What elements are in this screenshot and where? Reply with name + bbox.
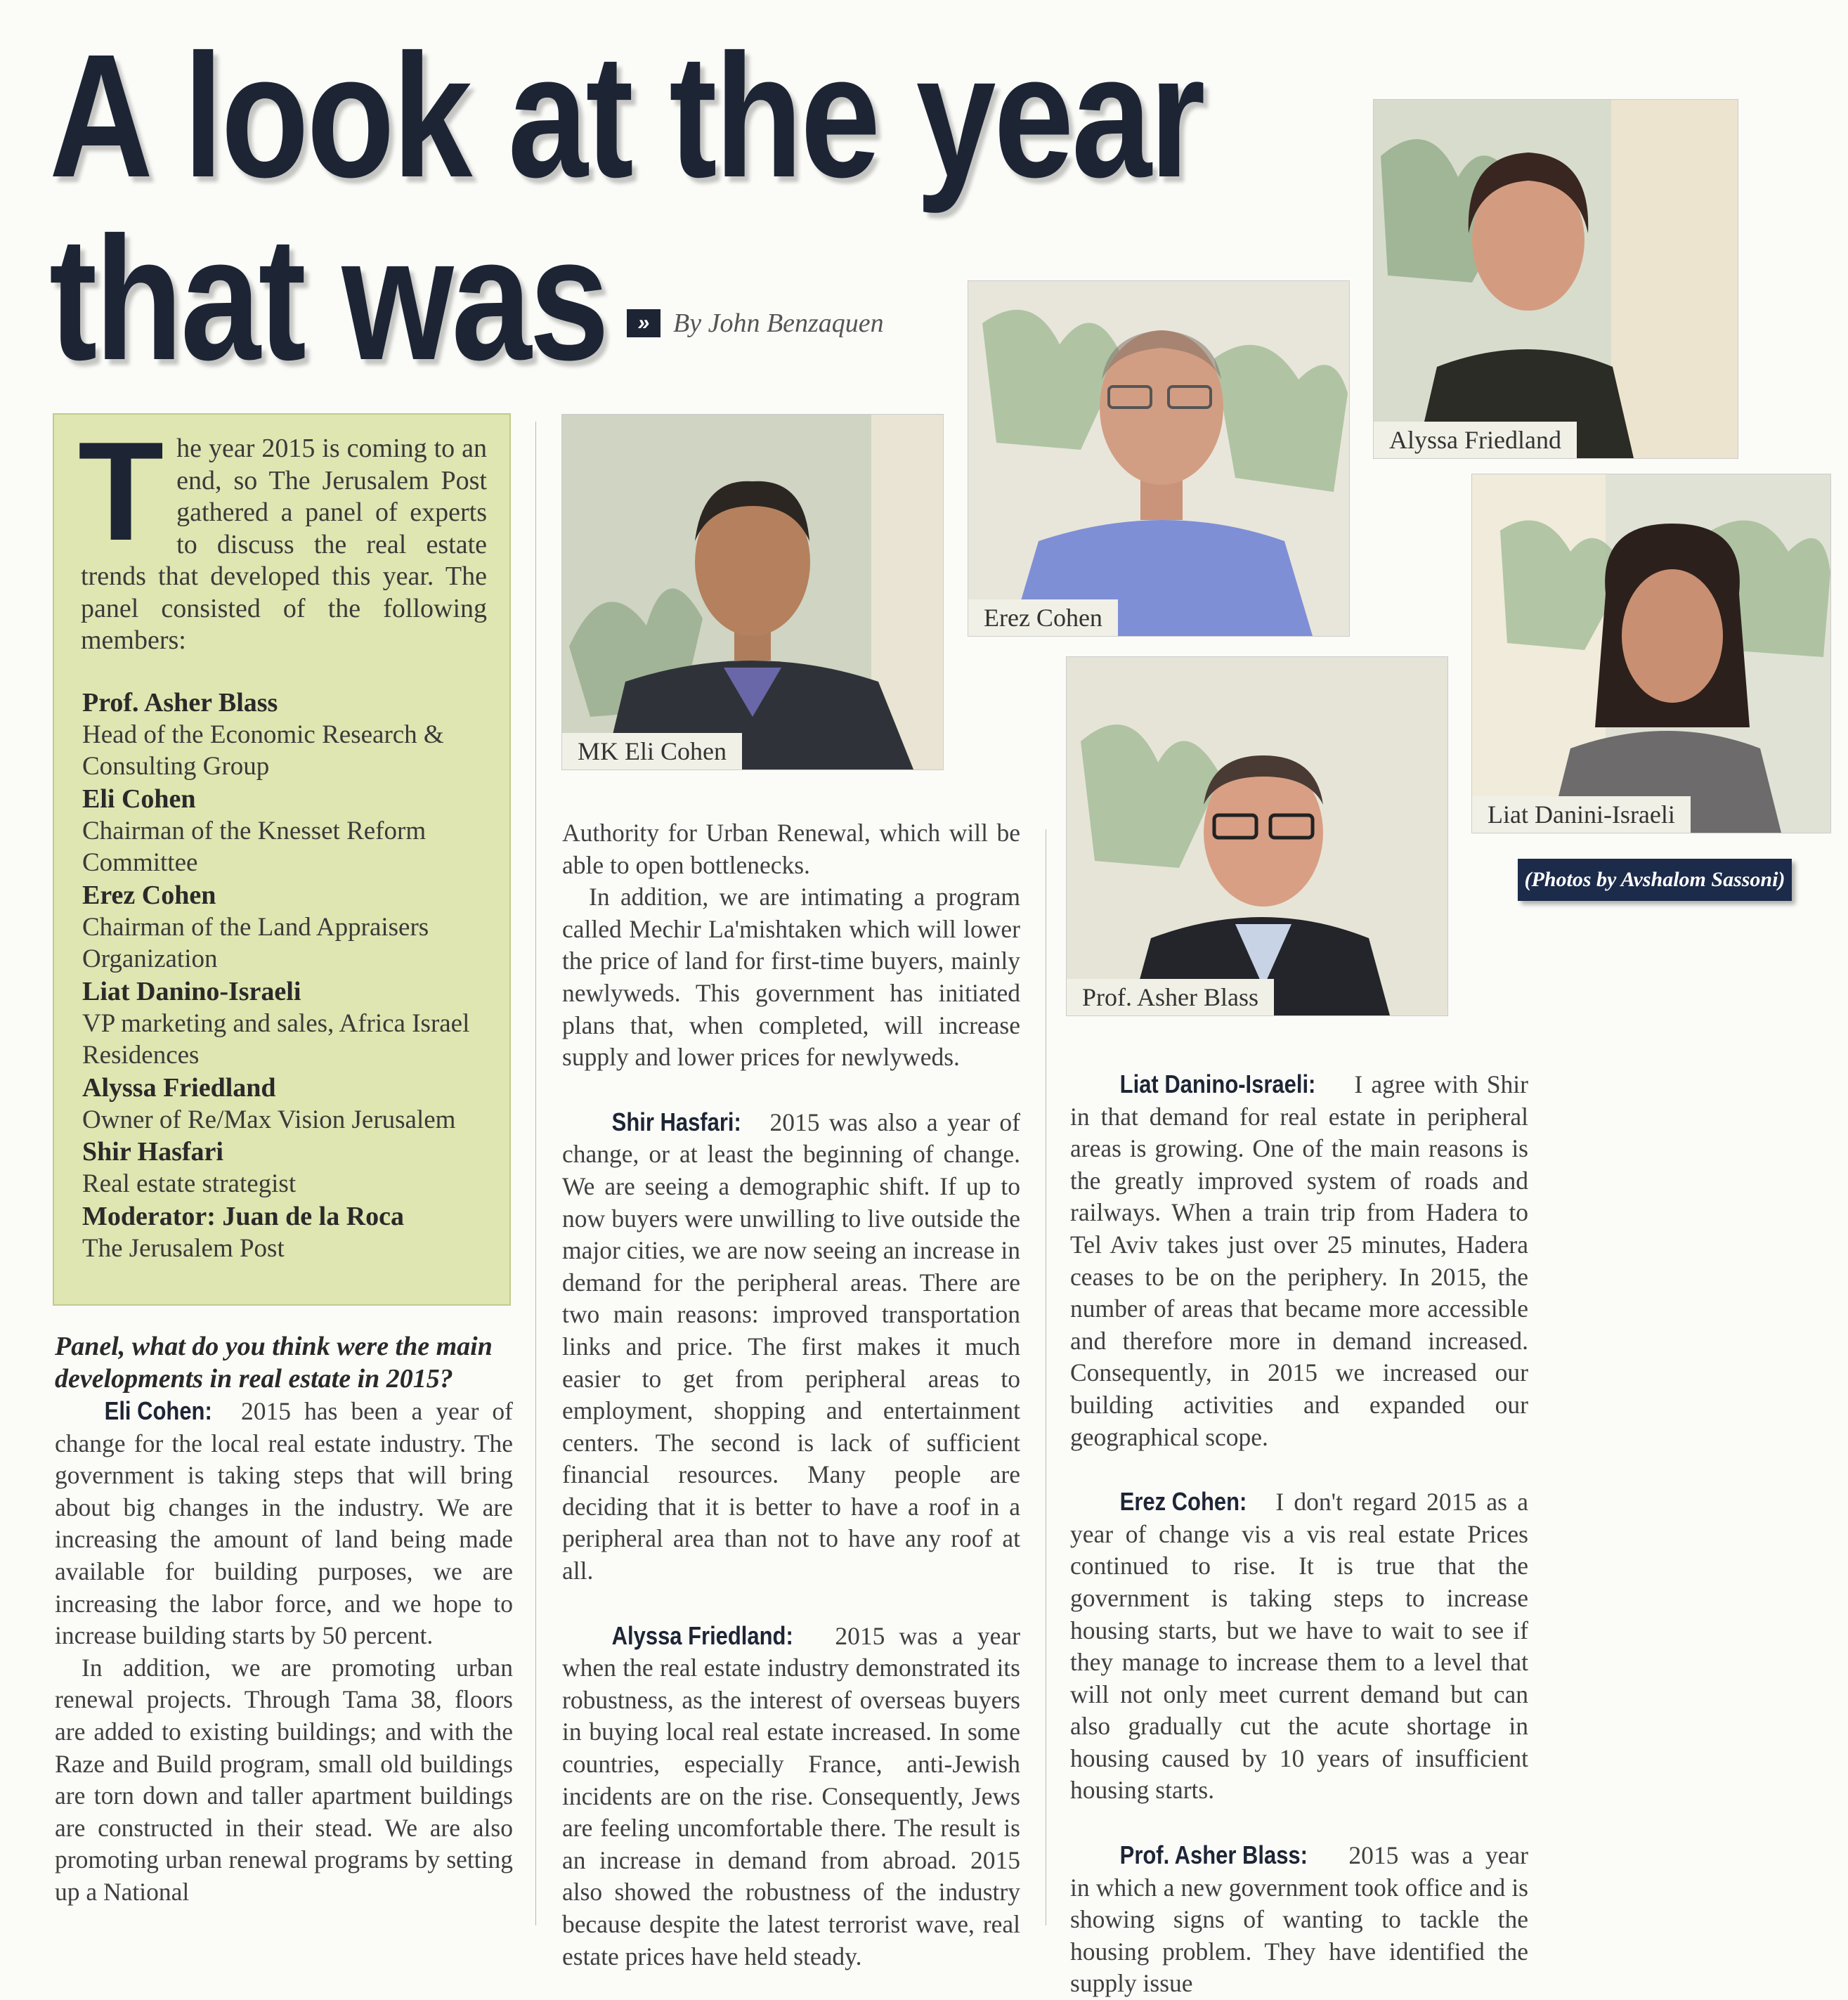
member-item: [82, 975, 487, 1072]
photo-asher-blass: [1067, 657, 1447, 1015]
member-item: [82, 1072, 487, 1136]
member-role: The Jerusalem Post: [82, 1233, 285, 1263]
speaker-text: 2015 was a year when the real estate industry demonstrated its robustness, as the interest of overseas buyers in buying local real estate increased. In some countries, especially France, anti-Jewish incidents are on the rise. Consequently, Jews are feeling uncomfortable there. The result is an increase in demand from abroad. 2015 also showed the robustness of the industry because despite the latest terrorist wave, real estate prices have held steady.: [562, 1621, 1020, 1970]
member-name: Erez Cohen: [82, 880, 216, 910]
speaker-text: 2015 was a year in which a new government took office and is showing signs of wanting to tackle the housing problem. They have identified the supply issue: [1070, 1841, 1528, 1998]
article-column-1: [55, 1330, 513, 1909]
article-column-2: [562, 817, 1020, 1973]
paragraph: [1070, 1068, 1528, 1453]
photo-caption: Prof. Asher Blass: [1067, 979, 1274, 1015]
member-role: Real estate strategist: [82, 1169, 297, 1198]
photo-alyssa-friedland: [1374, 100, 1738, 458]
headline-line-1: A look at the year: [49, 18, 1204, 214]
byline-text: By John Benzaquen: [673, 309, 884, 338]
photo-caption: Liat Danini-Israeli: [1472, 796, 1691, 833]
paragraph: [1070, 1486, 1528, 1807]
speaker-text: I don't regard 2015 as a year of change vis a vis real estate Prices continued to rise. It is true that the government is taking steps to increase housing starts, but we have to wait to see if they manage to increase them to a level that will not only meet current demand but can also gradually cut the acute shortage in housing caused by 10 years of insufficient housing starts.: [1070, 1488, 1528, 1805]
member-name: Alyssa Friedland: [82, 1072, 276, 1103]
photo-erez-cohen: [968, 281, 1349, 636]
paragraph: [562, 1106, 1020, 1587]
member-role: Chairman of the Land Appraisers Organization: [82, 912, 429, 973]
headline-line-2: that was: [49, 200, 607, 396]
photo-caption: Erez Cohen: [968, 599, 1118, 636]
article-column-3: [1070, 1068, 1528, 2000]
member-item: [82, 783, 487, 879]
speaker-text: 2015 has been a year of change for the local real estate industry. The government is taking steps that will bring about big changes in the industry. We are increasing the amount of land being made available for building purposes, we are increasing the labor force, and we hope to increase building starts by 50 percent.: [55, 1397, 514, 1650]
photo-liat-danino-israeli: [1472, 474, 1830, 833]
speaker-name: Erez Cohen:: [1119, 1487, 1247, 1517]
question: Panel, what do you think were the main developments in real estate in 2015?: [55, 1332, 493, 1394]
photo-caption: Alyssa Friedland: [1374, 422, 1577, 458]
member-name: Moderator: Juan de la Roca: [82, 1201, 405, 1231]
portrait-image: [968, 281, 1349, 636]
member-role: Owner of Re/Max Vision Jerusalem: [82, 1105, 456, 1134]
photo-eli-cohen: [562, 415, 943, 770]
member-name: Shir Hasfari: [82, 1137, 223, 1167]
byline: [627, 308, 884, 339]
member-name: Prof. Asher Blass: [82, 687, 278, 717]
portrait-image: [1067, 657, 1447, 1015]
speaker-name: Liat Danino-Israeli:: [1119, 1070, 1316, 1098]
paragraph: [55, 1395, 513, 1652]
member-role: Chairman of the Knesset Reform Committee: [82, 816, 427, 877]
member-name: Eli Cohen: [82, 784, 196, 814]
portrait-image: [1374, 100, 1738, 458]
photo-credit: (Photos by Avshalom Sassoni): [1518, 859, 1792, 901]
member-list: [81, 687, 487, 1265]
member-item: [82, 879, 487, 975]
member-name: Liat Danino-Israeli: [82, 976, 301, 1006]
panel-box: [53, 413, 511, 1306]
paragraph: Authority for Urban Renewal, which will be able to open bottlenecks.: [562, 819, 1020, 879]
member-role: Head of the Economic Research & Consulting Group: [82, 720, 444, 781]
member-item: [82, 1200, 487, 1265]
speaker-name: Shir Hasfari:: [611, 1107, 741, 1136]
intro-text: he year 2015 is coming to an end, so The Jerusalem Post gathered a panel of experts to discuss the real estate trends that developed this year. The panel consisted of the following members:: [81, 434, 487, 655]
paragraph: In addition, we are intimating a program called Mechir La'mishtaken which will lower the price of land for first-time buyers, mainly newlyweds. This government has initiated plans that, when completed, will increase supply and lower prices for newlyweds.: [562, 883, 1020, 1072]
member-item: [82, 687, 487, 783]
drop-cap: T: [78, 413, 164, 570]
paragraph: [1070, 1839, 1528, 2000]
speaker-text: 2015 was also a year of change, or at least the beginning of change. We are seeing a demographic shift. If up to now buyers were unwilling to live outside the major cities, we are now seeing an increase in demand for the peripheral areas. There are two main reasons: improved transportation links and price. The first makes it much easier to get from peripheral areas to employment, shopping and entertainment centers. The second is lack of sufficient financial resources. Many people are deciding that it is better to have a roof in a peripheral area than not to have any roof at all.: [562, 1108, 1021, 1585]
member-role: VP marketing and sales, Africa Israel Residences: [82, 1008, 470, 1070]
paragraph: In addition, we are promoting urban renewal projects. Through Tama 38, floors are added to existing buildings; and with the Raze and Build program, small old buildings are torn down and taller apartment buildings are constructed in their stead. We are also promoting urban renewal programs by setting up a National: [55, 1653, 513, 1906]
speaker-name: Alyssa Friedland:: [611, 1621, 793, 1650]
speaker-text: I agree with Shir in that demand for real estate in peripheral areas is growing. One of the main reasons is the greatly improved system of roads and railways. When a train trip from Hadera to Tel Aviv takes just over 25 minutes, Hadera ceases to be on the periphery. In 2015, the number of areas that became more accessible and therefore more in demand increased. Consequently, in 2015 we increased our building activities and expanded our geographical scope.: [1070, 1070, 1528, 1451]
portrait-image: [1472, 474, 1830, 833]
member-item: [82, 1136, 487, 1200]
paragraph: [562, 1620, 1020, 1973]
photo-caption: MK Eli Cohen: [562, 733, 742, 770]
panel-intro: [78, 413, 487, 657]
speaker-name: Prof. Asher Blass:: [1119, 1840, 1308, 1870]
speaker-name: Eli Cohen:: [104, 1396, 212, 1425]
chevron-right-icon: »: [627, 309, 661, 337]
column-divider: [535, 422, 536, 1926]
portrait-image: [562, 415, 943, 770]
